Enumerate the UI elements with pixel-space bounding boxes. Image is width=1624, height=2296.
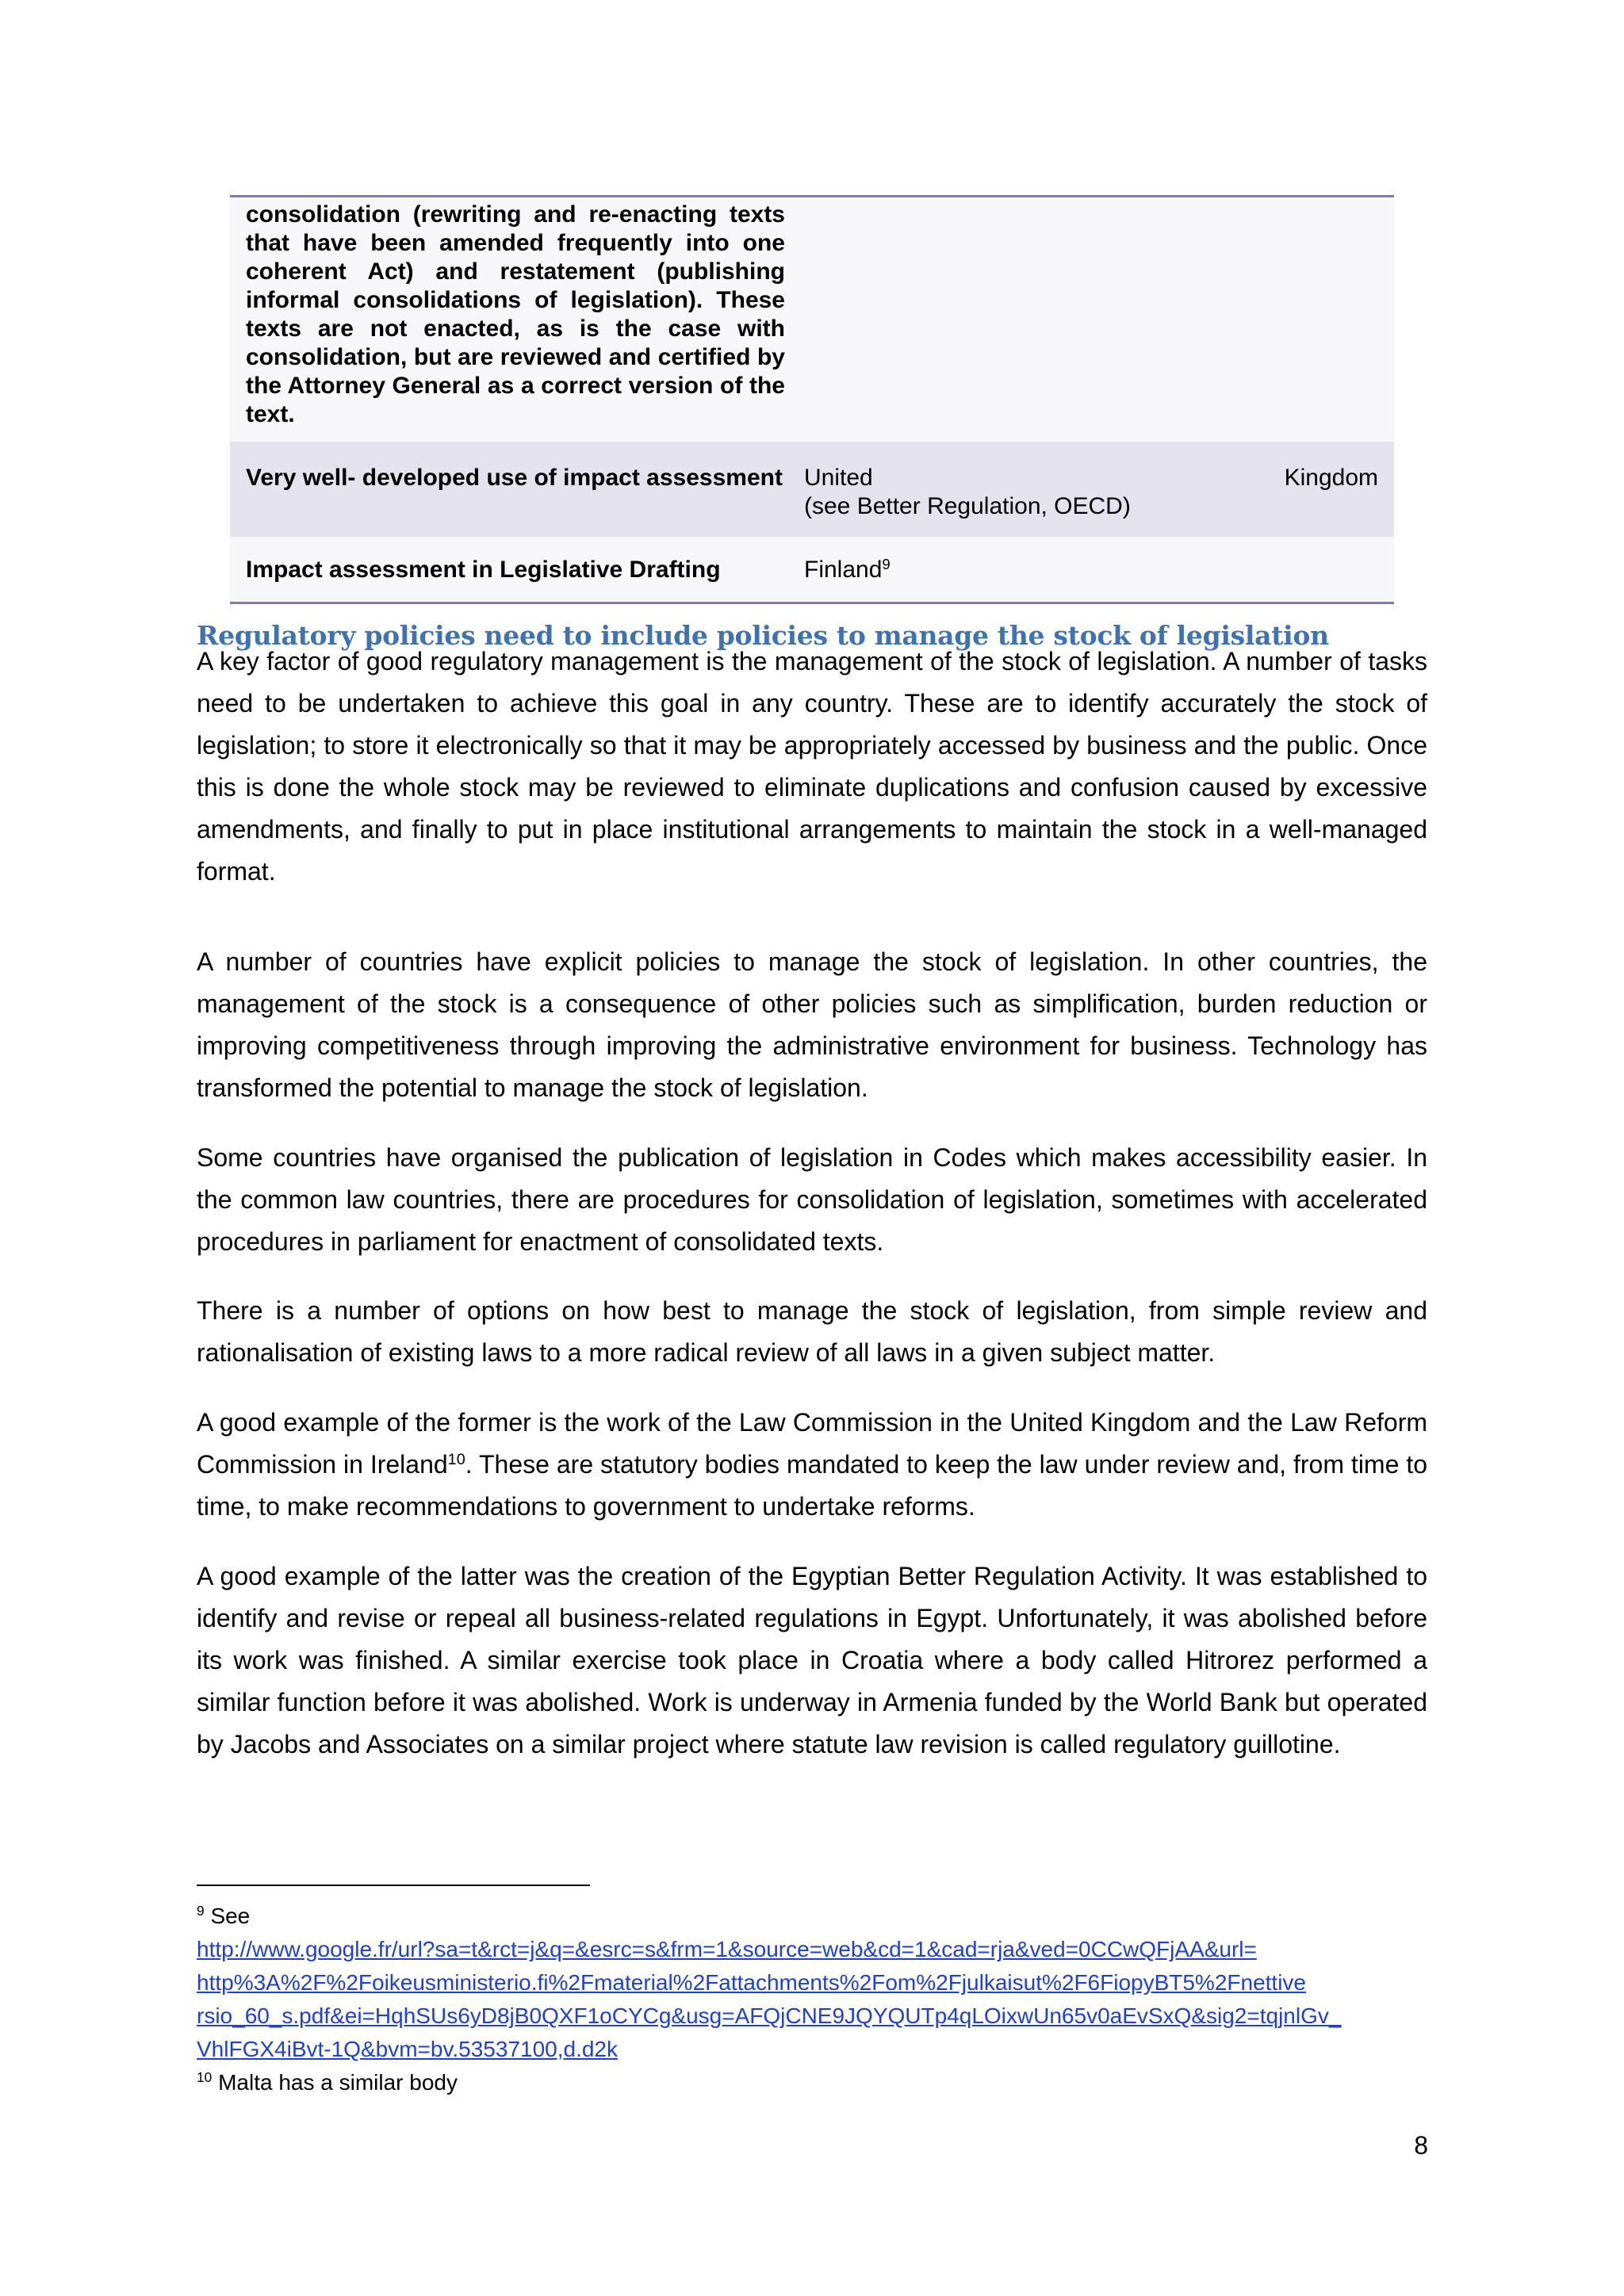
footnote-ref-10[interactable]: 10: [447, 1451, 465, 1469]
footnote-link[interactable]: rsio_60_s.pdf&ei=HqhSUs6yD8jB0QXF1oCYCg&usg=AFQjCNE9JQYQUTp4qLOixwUn65v0aEvSxQ&sig2=tqjnlGv_: [197, 2003, 1342, 2028]
footnote-text: See: [210, 1904, 251, 1928]
table-row: [230, 537, 1394, 602]
table-cell-country: [795, 201, 1394, 429]
footnote-number: 10: [197, 2069, 213, 2086]
paragraph-1: A key factor of good regulatory management is the management of the stock of legislation. A number of tasks need to be undertaken to achieve this goal in any country. These are to identify accurately the stock of legislation; to store it electronically so that it may be appropriately accessed by business and the public. Once this is done the whole stock may be reviewed to eliminate duplications and confusion caused by excessive amendments, and finally to put in place institutional arrangements to maintain the stock in a well-managed format.: [197, 647, 1427, 886]
footnote-9: [197, 1900, 1434, 2066]
footnote-link[interactable]: http://www.google.fr/url?sa=t&rct=j&q=&esrc=s&frm=1&source=web&cd=1&cad=rja&ved=0CCwQFjAA&url=: [197, 1937, 1257, 1961]
table-cell-description: Impact assessment in Legislative Drafting: [246, 557, 721, 583]
paragraph-5: [197, 1402, 1427, 1528]
country-united: United: [804, 465, 873, 491]
footnote-text: Malta has a similar body: [218, 2070, 458, 2095]
table-row: [230, 442, 1394, 537]
country-finland: Finland: [804, 557, 883, 583]
country-note: (see Better Regulation, OECD): [804, 493, 1131, 519]
table-cell-country: [795, 556, 1394, 584]
country-kingdom: Kingdom: [1284, 465, 1378, 491]
section-heading: Regulatory policies need to include policies to manage the stock of legislation: [197, 620, 1329, 651]
footnote-number: 9: [197, 1903, 205, 1919]
table-cell-description: consolidation (rewriting and re-enacting texts that have been amended frequently into one coherent Act) and restatement (publishing informal consolidations of legislation). These texts are not enacted, as is the case with consolidation, but are reviewed and certified by the Attorney General as a correct version of the text.: [246, 201, 785, 427]
table-cell-country: [795, 464, 1394, 521]
footnote-separator: [197, 1885, 590, 1886]
footnote-10: [197, 2066, 1434, 2099]
page-number: 8: [1414, 2131, 1428, 2160]
paragraph-2: A number of countries have explicit policies to manage the stock of legislation. In other countries, the management of the stock is a consequence of other policies such as simplification, burden reduction or improving competitiveness through improving the administrative environment for business. Technology has transformed the potential to manage the stock of legislation.: [197, 947, 1427, 1102]
paragraph-6: A good example of the latter was the creation of the Egyptian Better Regulation Activity. It was established to identify and revise or repeal all business-related regulations in Egypt. Unfortunately, it was abolished before its work was finished. A similar exercise took place in Croatia where a body called Hitrorez performed a similar function before it was abolished. Work is underway in Armenia funded by the World Bank but operated by Jacobs and Associates on a similar project where statute law revision is called regulatory guillotine.: [197, 1562, 1427, 1758]
table-cell-description: Very well- developed use of impact assessment: [246, 465, 783, 491]
table-row: [230, 197, 1394, 442]
footnote-ref-9[interactable]: 9: [882, 555, 891, 572]
comparison-table: [230, 195, 1394, 604]
paragraph-5-text: A good example of the former is the work of the Law Commission in the United Kingdom and the Law Reform Commission in Ireland: [197, 1408, 1427, 1479]
footnote-link[interactable]: http%3A%2F%2Foikeusministerio.fi%2Fmaterial%2Fattachments%2Fom%2Fjulkaisut%2F6FiopyBT5%2Fnettive: [197, 1970, 1307, 1995]
paragraph-4: There is a number of options on how best to manage the stock of legislation, from simple review and rationalisation of existing laws to a more radical review of all laws in a given subject matter.: [197, 1296, 1427, 1367]
paragraph-3: Some countries have organised the publication of legislation in Codes which makes accessibility easier. In the common law countries, there are procedures for consolidation of legislation, sometimes with accelerated procedures in parliament for enactment of consolidated texts.: [197, 1143, 1427, 1256]
paragraph-5-text-cont: . These are statutory bodies mandated to keep the law under review and, from time to time, to make recommendations to government to undertake reforms.: [197, 1450, 1428, 1521]
footnote-link[interactable]: VhlFGX4iBvt-1Q&bvm=bv.53537100,d.d2k: [197, 2037, 619, 2061]
